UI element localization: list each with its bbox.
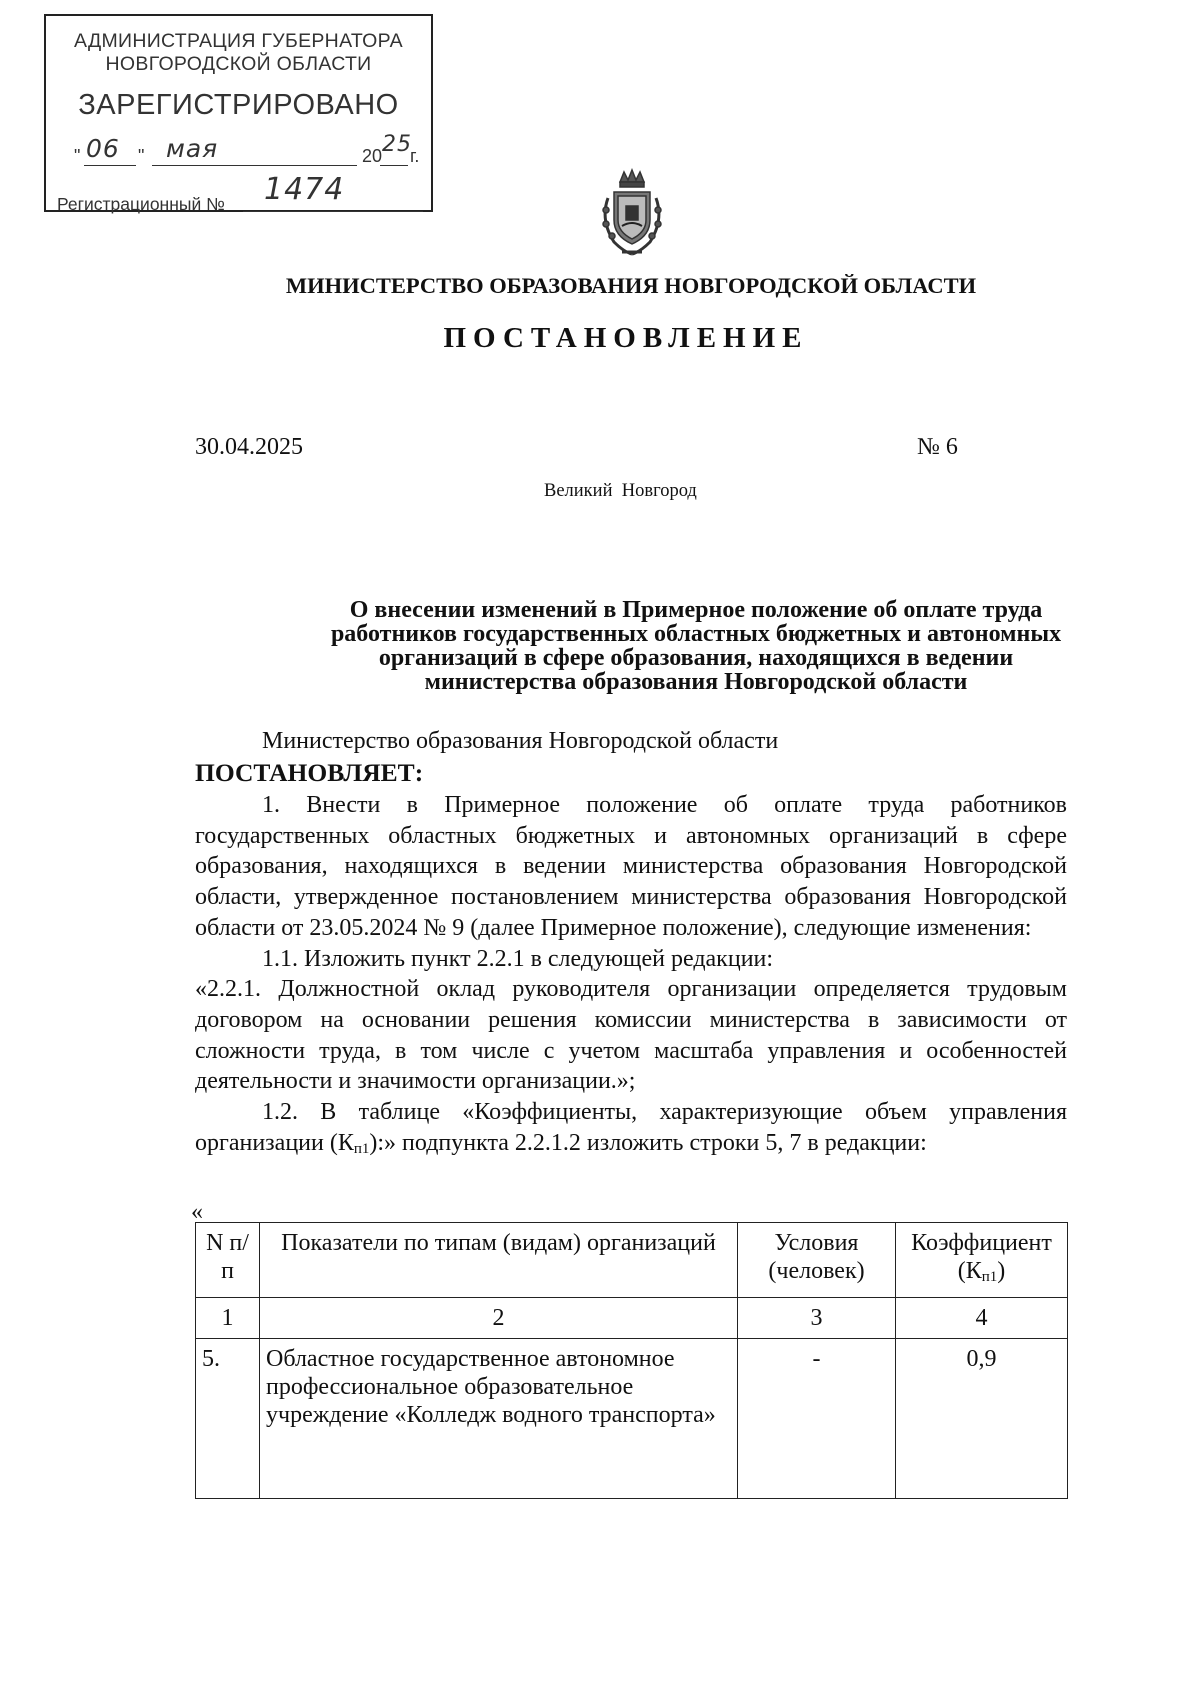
decree-word: ПОСТАНОВЛЯЕТ: (195, 758, 424, 787)
stamp-date-row (74, 132, 429, 174)
paragraph-2-2-1-text: «2.2.1. Должностной оклад руководителя организации определяется трудовым договором на основании решения комиссии министерства в зависимости от сложности труда, в том числе с учетом масштаба управления и особенностей деятельности и значимости организации.»; (195, 976, 1067, 1095)
title-line: работников государственных областных бюджетных и автономных (330, 621, 1062, 647)
paragraph-1-2-start: 1.2. В таблице «Коэффициенты, характеризующие объем управления организации (К (195, 1099, 1067, 1156)
stamp-quote-close: " (138, 146, 145, 166)
stamp-reg-underline (243, 211, 423, 212)
header-coefficient (896, 1223, 1068, 1298)
stamp-month-handwritten: мая (166, 134, 219, 163)
header-conditions: Условия (человек) (738, 1223, 896, 1298)
column-number-cell: 2 (260, 1298, 738, 1339)
column-number-cell: 1 (196, 1298, 260, 1339)
stamp-year-g: г. (410, 146, 420, 166)
header-coefficient-end: ) (997, 1258, 1006, 1284)
title-line: министерства образования Новгородской области (424, 669, 968, 695)
stamp-year-prefix: 20 (362, 146, 383, 166)
row-name: Областное государственное автономное профессиональное образовательное учреждение «Колледж водного транспорта» (260, 1339, 738, 1499)
table-quote-open: « (191, 1199, 203, 1225)
table-header-row (196, 1223, 1068, 1298)
stamp-year-underline (380, 165, 408, 166)
stamp-reg-label: Регистрационный № (57, 194, 225, 214)
document-date: 30.04.2025 (195, 434, 303, 460)
table-row (196, 1339, 1068, 1499)
coefficients-table (195, 1222, 1068, 1499)
row-coefficient: 0,9 (896, 1339, 1068, 1499)
intro-text: Министерство образования Новгородской области (262, 728, 779, 754)
document-type: ПОСТАНОВЛЕНИЕ (443, 322, 809, 354)
paragraph-1: 1. Внести в Примерное положение об оплате труда работников государственных областных бюджетных и автономных организаций в сфере образования, находящихся в ведении министерства образования Новгородской области, утвержденное постановлением министерства образования Новгородской области от 23.05.2024 № 9 (далее Примерное положение), следующие изменения: (195, 792, 1067, 941)
stamp-authority-line1: АДМИНИСТРАЦИЯ ГУБЕРНАТОРА (74, 30, 403, 52)
stamp-month-underline (152, 165, 357, 166)
paragraph-1-2-sub: п1 (353, 1140, 370, 1157)
header-coefficient-sub: п1 (981, 1269, 998, 1285)
table-column-numbers-row (196, 1298, 1068, 1339)
title-line: О внесении изменений в Примерное положение об оплате труда (349, 597, 1043, 623)
row-conditions: - (738, 1339, 896, 1499)
row-number: 5. (196, 1339, 260, 1499)
paragraph-1-2 (195, 1097, 1067, 1164)
stamp-year-handwritten: 25 (382, 132, 412, 157)
paragraph-1-1: 1.1. Изложить пункт 2.2.1 в следующей редакции: (262, 945, 774, 972)
document-title (190, 598, 1142, 694)
stamp-status: ЗАРЕГИСТРИРОВАНО (78, 89, 399, 121)
registration-stamp (44, 14, 433, 212)
stamp-authority-line2: НОВГОРОДСКОЙ ОБЛАСТИ (105, 53, 372, 75)
column-number-cell: 3 (738, 1298, 896, 1339)
header-indicators: Показатели по типам (видам) организаций (260, 1223, 738, 1298)
header-coefficient-start: Коэффициент (К (911, 1230, 1052, 1284)
stamp-quote-open: " (74, 146, 81, 166)
paragraph-1-2-end: ):» подпункта 2.2.1.2 изложить строки 5, 7 в редакции: (369, 1129, 927, 1156)
stamp-reg-number-handwritten: 1474 (264, 172, 345, 207)
stamp-day-handwritten: 06 (86, 134, 120, 163)
ministry-name: МИНИСТЕРСТВО ОБРАЗОВАНИЯ НОВГОРОДСКОЙ ОБЛАСТИ (285, 273, 977, 298)
coat-of-arms-icon (592, 168, 672, 258)
header-number: N п/п (196, 1223, 260, 1298)
document-city: Великий Новгород (544, 481, 697, 501)
title-line: организаций в сфере образования, находящихся в ведении (378, 645, 1014, 671)
column-number-cell: 4 (896, 1298, 1068, 1339)
document-body (195, 790, 1067, 1164)
stamp-day-underline (84, 165, 136, 166)
document-number: № 6 (917, 434, 958, 460)
